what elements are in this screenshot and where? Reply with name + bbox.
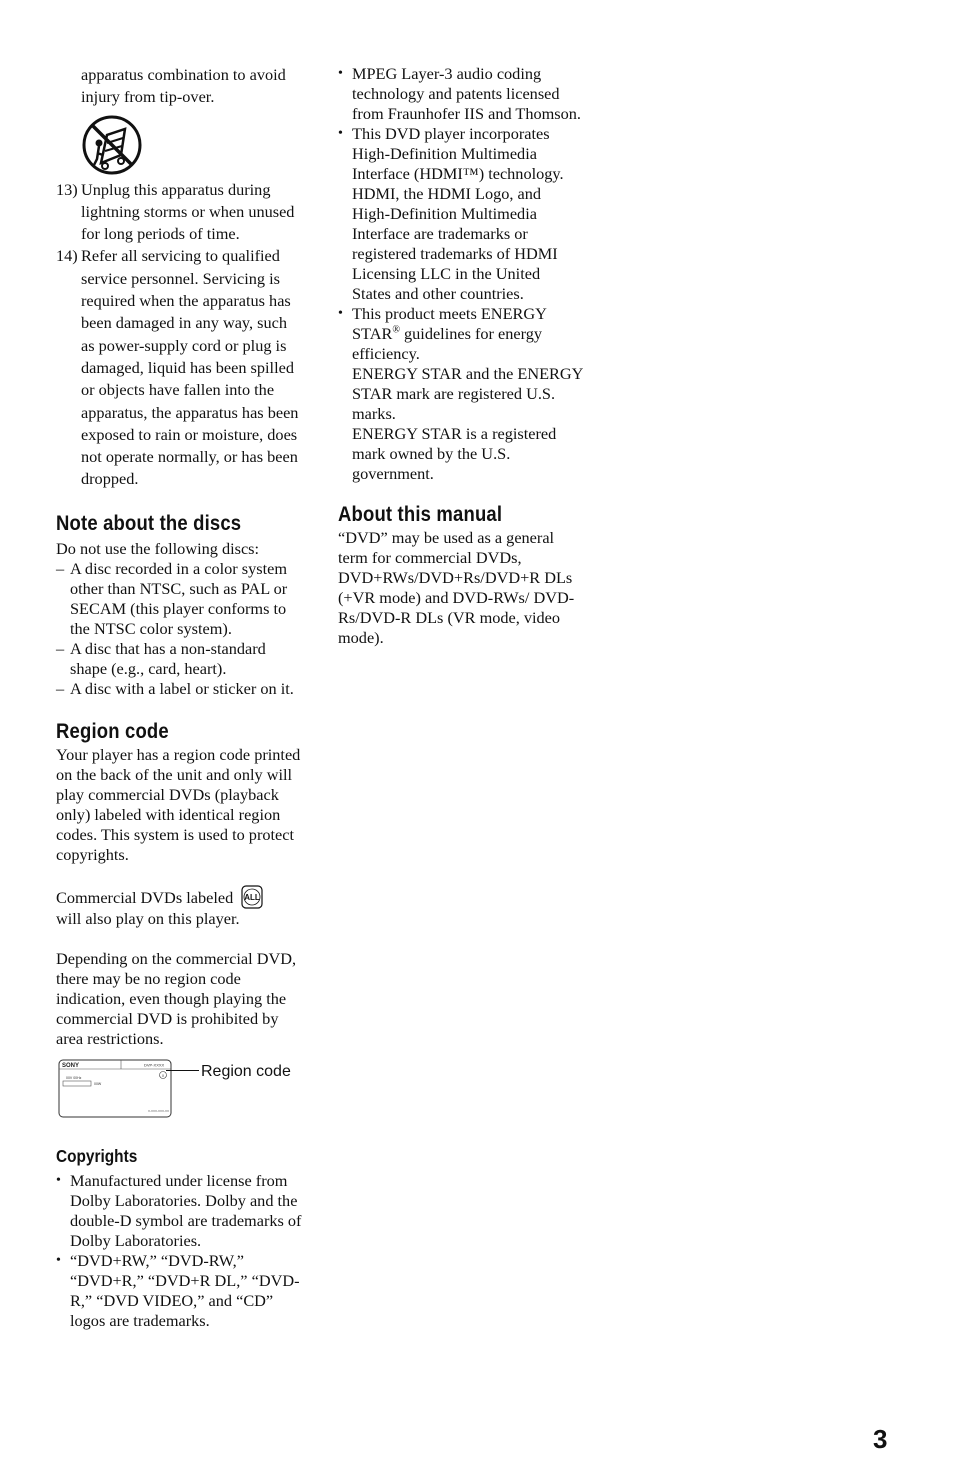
list-item: • MPEG Layer-3 audio coding technology and patents licensed from Fraunhofer IIS and Thomson. bbox=[338, 64, 581, 123]
right-column bbox=[338, 64, 583, 648]
list-item: – A disc with a label or sticker on it. bbox=[56, 679, 294, 699]
svg-text:00V 00Hz: 00V 00Hz bbox=[66, 1076, 82, 1081]
list-item: • This DVD player incorporates High-Definition Multimedia Interface (HDMI™) technology. HDMI, the HDMI Logo, and High-Definition Multimedia Interface are trademarks or registered trademarks of HDMI Licensing LLC in the United States and other countries. bbox=[338, 124, 564, 303]
manual-paragraph: “DVD” may be used as a general term for commercial DVDs, DVD+RWs/DVD+Rs/DVD+R DLs (+VR mode) and DVD-RWs/ DVD-Rs/DVD-R DLs (VR mode, video mode). bbox=[338, 528, 575, 648]
tip-over-text: apparatus combination to avoid injury from tip-over. bbox=[81, 65, 286, 107]
callout-line bbox=[166, 1070, 199, 1071]
cart-warning-icon bbox=[81, 115, 304, 175]
region-code-callout: Region code bbox=[201, 1063, 291, 1081]
list-item: – A disc recorded in a color system other than NTSC, such as PAL or SECAM (this player conforms to the NTSC color system). bbox=[56, 559, 288, 639]
svg-text:X: X bbox=[161, 1074, 165, 1079]
list-item: – A disc that has a non-standard shape (e.g., card, heart). bbox=[56, 639, 266, 679]
section-heading-manual: About this manual bbox=[338, 503, 503, 526]
region-restriction-paragraph: Depending on the commercial DVD, there may be no region code indication, even though playing the commercial DVD is prohibited by area restrictions. bbox=[56, 949, 297, 1049]
region-all-icon bbox=[241, 885, 263, 909]
section-heading-discs: Note about the discs bbox=[56, 511, 242, 535]
region-paragraph: Your player has a region code printed on the back of the unit and only will play commercial DVDs (playback only) labeled with identical region codes. This system is used to protect copyrights. bbox=[56, 745, 301, 865]
page-number: 3 bbox=[873, 1424, 888, 1454]
svg-text:00W: 00W bbox=[94, 1082, 102, 1087]
svg-text:ALL: ALL bbox=[244, 893, 261, 903]
rear-label-diagram bbox=[56, 1059, 174, 1119]
discs-intro: Do not use the following discs: bbox=[56, 539, 260, 559]
list-item: • Manufactured under license from Dolby Laboratories. Dolby and the double-D symbol are trademarks of Dolby Laboratories. bbox=[56, 1170, 302, 1250]
list-item: • This product meets ENERGY STAR® guidelines for energy efficiency. ENERGY STAR and the ENERGY STAR mark are registered U.S. marks. ENERGY STAR is a registered mark owned by the U.S. government. bbox=[338, 304, 583, 483]
list-item: 13) Unplug this apparatus during lightning storms or when unused for long periods of time. bbox=[56, 179, 295, 244]
section-heading-region: Region code bbox=[56, 720, 169, 744]
left-column bbox=[56, 64, 304, 1331]
region-code-figure bbox=[56, 1059, 304, 1127]
list-item: • “DVD+RW,” “DVD-RW,” “DVD+R,” “DVD+R DL,” “DVD-R,” “DVD VIDEO,” and “CD” logos are trademarks. bbox=[56, 1250, 300, 1330]
svg-text:DVP-XXXX: DVP-XXXX bbox=[144, 1062, 165, 1068]
region-all-paragraph: Commercial DVDs labeled ALL will also play on this player. bbox=[56, 885, 304, 929]
svg-text:SONY: SONY bbox=[62, 1063, 80, 1070]
svg-text:X-XXX-XXX-XX: X-XXX-XXX-XX bbox=[148, 1109, 170, 1114]
list-item: 14) Refer all servicing to qualified service personnel. Servicing is required when the apparatus has been damaged in any way, such as power-supply cord or plug is damaged, liquid has been spilled or objects have fallen into the apparatus, the apparatus has been exposed to rain or moisture, does not operate normally, or has been dropped. bbox=[56, 246, 299, 489]
section-heading-copyrights: Copyrights bbox=[56, 1146, 138, 1167]
